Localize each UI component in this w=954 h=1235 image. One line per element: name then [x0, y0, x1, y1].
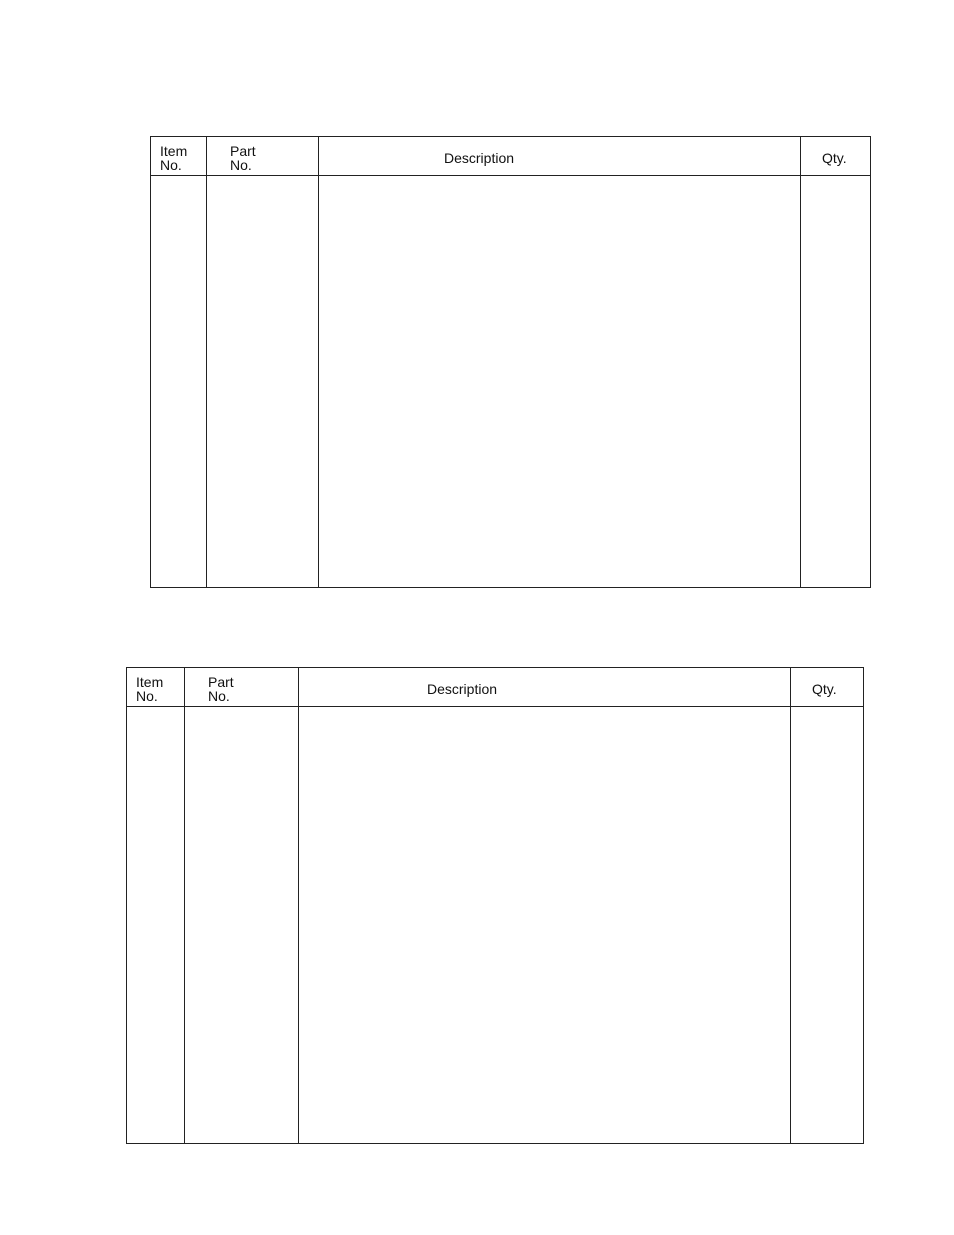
header-row-divider	[127, 706, 863, 707]
header-part-line2: No.	[208, 688, 230, 704]
column-divider	[184, 668, 185, 1143]
header-item-line1: Item	[136, 674, 164, 690]
header-part-line2: No.	[230, 157, 252, 173]
column-divider	[790, 668, 791, 1143]
parts-list-table-1	[150, 136, 871, 588]
header-row-divider	[151, 175, 870, 176]
header-part-line1: Part	[208, 674, 234, 690]
header-item-no	[160, 144, 187, 172]
header-qty: Qty.	[812, 681, 837, 697]
header-item-no	[136, 675, 163, 703]
column-divider	[206, 137, 207, 587]
header-item-line2: No.	[160, 157, 182, 173]
header-description: Description	[427, 681, 498, 697]
header-part-no	[230, 144, 256, 172]
parts-list-table-2	[126, 667, 864, 1144]
column-divider	[318, 137, 319, 587]
header-part-no	[208, 675, 234, 703]
header-description: Description	[444, 150, 515, 166]
header-item-line1: Item	[160, 143, 188, 159]
header-qty: Qty.	[822, 150, 847, 166]
header-part-line1: Part	[230, 143, 256, 159]
column-divider	[800, 137, 801, 587]
column-divider	[298, 668, 299, 1143]
header-item-line2: No.	[136, 688, 158, 704]
